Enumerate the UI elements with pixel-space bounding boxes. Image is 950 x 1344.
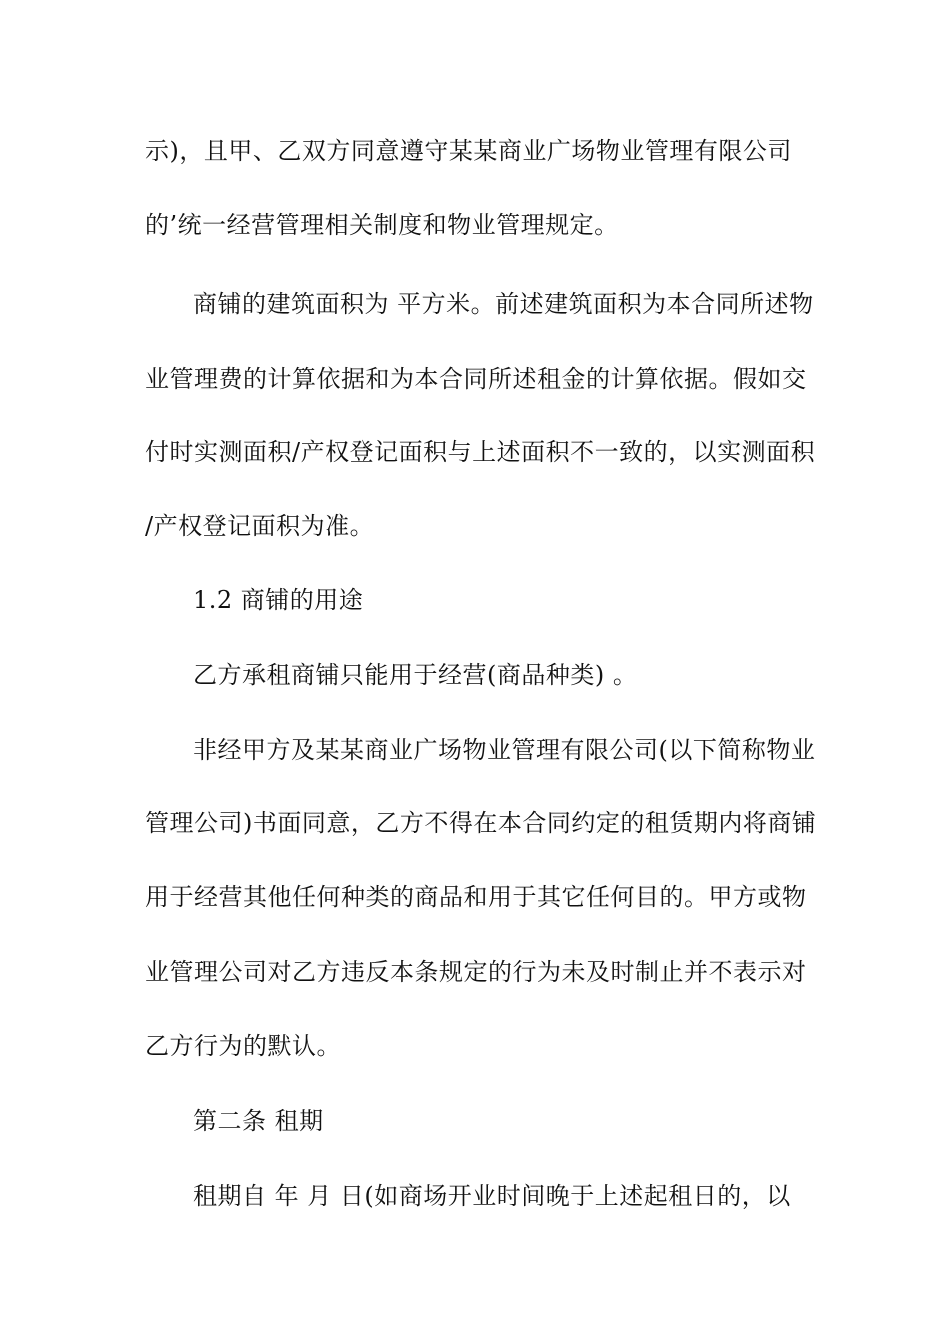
text-line: 付时实测面积/产权登记面积与上述面积不一致的，以实测面积: [145, 438, 816, 466]
text-line: 的’统一经营管理相关制度和物业管理规定。: [145, 211, 619, 239]
text-line: 示)，且甲、乙双方同意遵守某某商业广场物业管理有限公司: [145, 137, 792, 165]
paragraph-start-line: 租期自 年 月 日(如商场开业时间晚于上述起租日的，以: [193, 1182, 791, 1210]
article-heading: 第二条 租期: [193, 1107, 324, 1135]
text-line: 管理公司)书面同意，乙方不得在本合同约定的租赁期内将商铺: [145, 809, 817, 837]
text-line: 乙方行为的默认。: [145, 1032, 341, 1060]
text-line: 业管理公司对乙方违反本条规定的行为未及时制止并不表示对: [145, 958, 807, 986]
paragraph-start-line: 乙方承租商铺只能用于经营(商品种类) 。: [193, 661, 638, 689]
text-line: 用于经营其他任何种类的商品和用于其它任何目的。甲方或物: [145, 883, 807, 911]
text-line: 业管理费的计算依据和为本合同所述租金的计算依据。假如交: [145, 365, 807, 393]
paragraph-start-line: 非经甲方及某某商业广场物业管理有限公司(以下简称物业: [193, 736, 816, 764]
paragraph-start-line: 商铺的建筑面积为 平方米。前述建筑面积为本合同所述物: [193, 290, 814, 318]
section-heading: 1.2 商铺的用途: [193, 586, 364, 614]
text-line: /产权登记面积为准。: [145, 512, 375, 540]
